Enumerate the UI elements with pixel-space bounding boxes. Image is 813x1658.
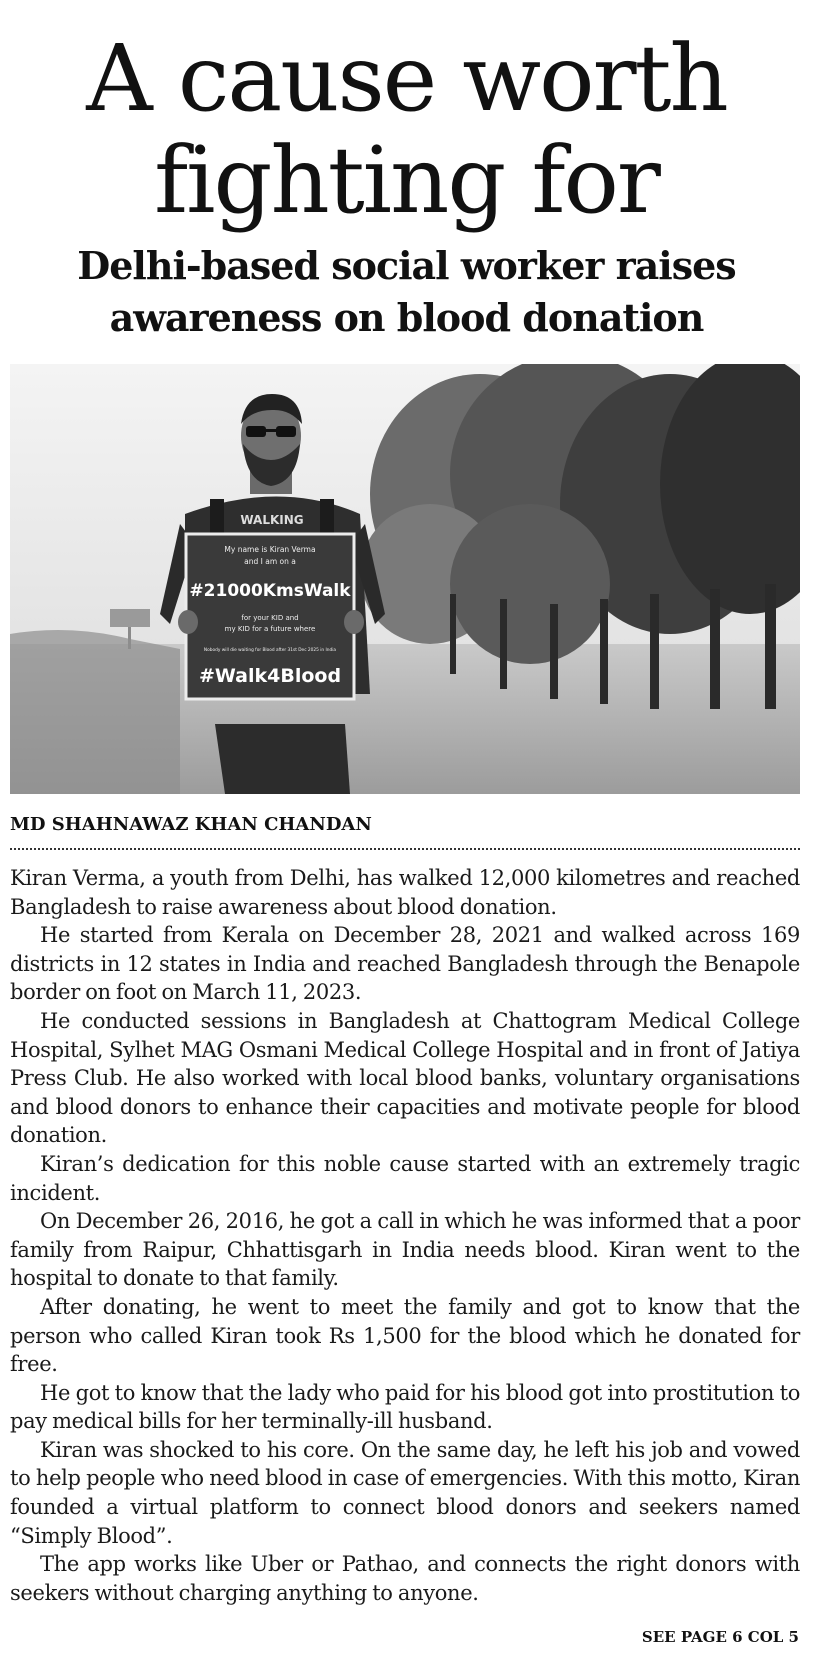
- byline-divider: [10, 848, 800, 850]
- subheadline-line-2: awareness on blood donation: [109, 295, 704, 340]
- headline: [0, 25, 813, 234]
- subheadline-line-1: Delhi-based social worker raises: [77, 243, 736, 288]
- shirt-text: WALKING: [240, 513, 304, 527]
- article-paragraph: He conducted sessions in Bangladesh at Chattogram Medical College Hospital, Sylhet MAG Osmani Medical College Hospital and in front of Jatiya Press Club. He also worked with local blood banks, voluntary organisations and blood donors to enhance their capacities and motivate people for blood donation.: [10, 1008, 800, 1148]
- article-paragraph: He got to know that the lady who paid for his blood got into prostitution to pay medical bills for her terminally-ill husband.: [10, 1380, 800, 1434]
- hand-right: [344, 610, 364, 634]
- photo-illustration: [10, 364, 800, 794]
- sunglasses: [246, 426, 266, 437]
- article-paragraph: The app works like Uber or Pathao, and connects the right donors with seekers without charging anything to anyone.: [10, 1552, 800, 1605]
- sign-line-5: Nobody will die waiting for Blood after 31st Dec 2025 in India: [203, 648, 337, 653]
- sign-line-3: for your KID and: [241, 614, 299, 622]
- headline-line-1: A cause worth: [86, 25, 727, 132]
- sign-line-2: and I am on a: [244, 557, 296, 566]
- continuation-note: SEE PAGE 6 COL 5: [641, 1628, 799, 1646]
- grass-left: [10, 630, 180, 794]
- walker-legs: [215, 724, 350, 794]
- news-photo: [10, 364, 800, 794]
- byline: MD SHAHNAWAZ KHAN CHANDAN: [10, 814, 372, 835]
- article-paragraph: On December 26, 2016, he got a call in which he was informed that a poor family from Raipur, Chhattisgarh in India needs blood. Kiran went to the hospital to donate to that family.: [10, 1209, 800, 1291]
- headline-line-2: fighting for: [154, 127, 659, 234]
- sign-hashtag-1: #21000KmsWalk: [189, 581, 351, 601]
- article-paragraph: Kiran’s dedication for this noble cause started with an extremely tragic incident.: [10, 1151, 800, 1205]
- article-paragraph: Kiran Verma, a youth from Delhi, has walked 12,000 kilometres and reached Bangladesh to raise awareness about blood donation.: [10, 866, 800, 919]
- article-paragraph: After donating, he went to meet the family and got to know that the person who called Kiran took Rs 1,500 for the blood which he donated for free.: [10, 1294, 800, 1377]
- article-body: [10, 864, 800, 1607]
- sign-hashtag-2: #Walk4Blood: [198, 665, 342, 687]
- distant-billboard: [110, 609, 150, 627]
- hand-left: [178, 610, 198, 634]
- sign-line-4: my KID for a future where: [224, 625, 316, 633]
- sign-line-1: My name is Kiran Verma: [224, 545, 316, 554]
- article-paragraph: Kiran was shocked to his core. On the same day, he left his job and vowed to help people who need blood in case of emergencies. With this motto, Kiran founded a virtual platform to connect blood donors and seekers named “Simply Blood”.: [10, 1437, 800, 1548]
- subheadline: [0, 240, 813, 344]
- article-paragraph: He started from Kerala on December 28, 2021 and walked across 169 districts in 12 states in India and reached Bangladesh through the Benapole border on foot on March 11, 2023.: [10, 923, 800, 1005]
